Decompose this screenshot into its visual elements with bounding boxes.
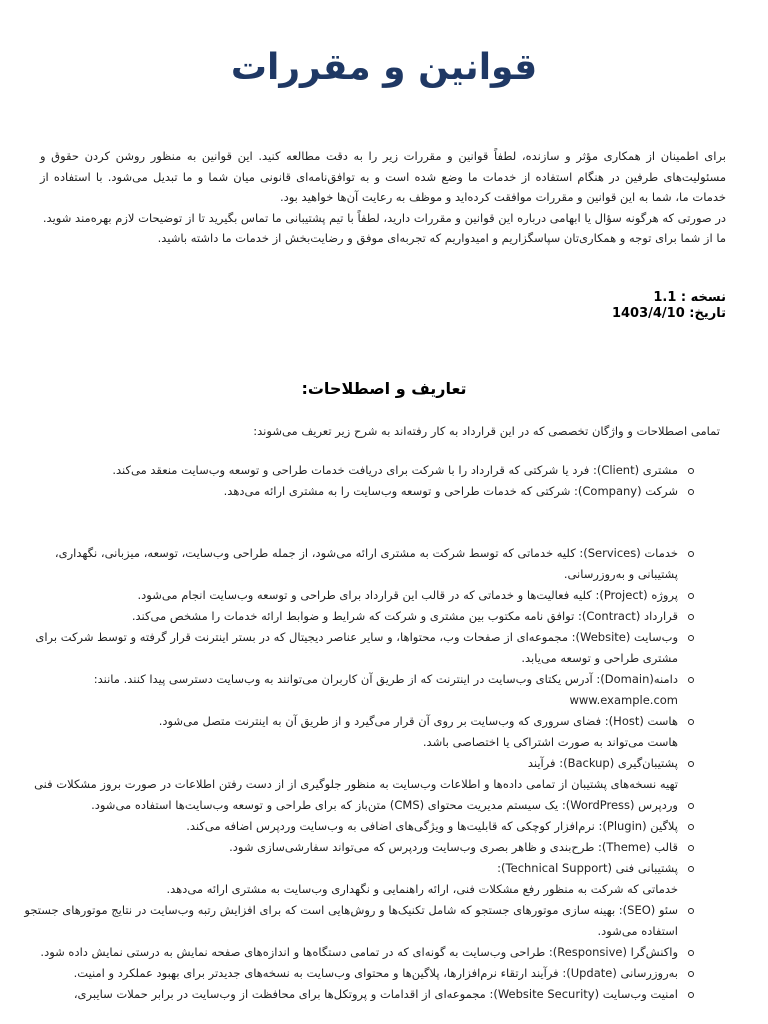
circle-bullet-icon xyxy=(688,824,694,830)
section-title: تعاریف و اصطلاحات: xyxy=(301,379,467,398)
list-item xyxy=(18,753,678,795)
list-item xyxy=(18,460,678,481)
circle-bullet-icon xyxy=(688,845,694,851)
list-item xyxy=(18,585,678,606)
list-item-text: وردپرس (WordPress): یک سیستم مدیریت محتوای (CMS) متن‌باز که برای طراحی و توسعه وب‌سایت‌ها استفاده می‌شود. xyxy=(91,798,678,812)
list-item-text: قرارداد (Contract): توافق نامه مکتوب بین مشتری و شرکت که شرایط و ضوابط ارائه خدمات را مشخص می‌کند. xyxy=(131,609,678,623)
definitions-list xyxy=(18,543,678,1005)
list-item-subtext: هاست می‌تواند به صورت اشتراکی یا اختصاصی باشد. xyxy=(422,735,678,749)
list-item xyxy=(18,858,678,900)
list-item xyxy=(18,984,678,1005)
circle-bullet-icon xyxy=(688,866,694,872)
circle-bullet-icon xyxy=(688,719,694,725)
circle-bullet-icon xyxy=(688,908,694,914)
list-item xyxy=(18,606,678,627)
circle-bullet-icon xyxy=(688,551,694,557)
intro-paragraph: برای اطمینان از همکاری مؤثر و سازنده، لطفاً قوانین و مقررات زیر را به دقت مطالعه کنید. این قوانین به منظور روشن کردن حقوق و مسئولیت‌های طرفین در هنگام استفاده از خدمات ما وضع شده است و به توافق‌نامه‌ای قانونی میان شما و ما تبدیل می‌شود. با استفاده از خدمات ما، شما به این قوانین و مقررات موافقت کرده‌اید و موظف به رعایت آن‌ها خواهید بود. xyxy=(40,149,726,204)
version-label: نسخه : 1.1 xyxy=(653,290,726,305)
list-item-text: واکنش‌گرا (Responsive): طراحی وب‌سایت به گونه‌ای که در تمامی دستگاه‌ها و اندازه‌های صفحه نمایش به درستی نمایش داده شود. xyxy=(40,945,678,959)
circle-bullet-icon xyxy=(688,803,694,809)
circle-bullet-icon xyxy=(688,489,694,495)
intro-paragraphs xyxy=(40,146,726,249)
list-item-text: پشتیبان‌گیری (Backup): فرآیند xyxy=(527,756,678,770)
circle-bullet-icon xyxy=(688,971,694,977)
list-item-subtext: خدماتی که شرکت به منظور رفع مشکلات فنی، ارائه راهنمایی و نگهداری وب‌سایت به مشتری ارائه می‌دهد. xyxy=(166,882,678,896)
list-item-text: خدمات (Services): کلیه خدماتی که توسط شرکت به مشتری ارائه می‌شود، از جمله طراحی وب‌سایت، توسعه، میزبانی، نگهداری، پشتیبانی و به‌روزرسانی. xyxy=(54,546,678,581)
intro-paragraph: در صورتی که هرگونه سؤال یا ابهامی درباره این قوانین و مقررات دارید، لطفاً با تیم پشتیبانی ما تماس بگیرید تا از توضیحات لازم بهره‌مند شوید. xyxy=(42,210,726,225)
circle-bullet-icon xyxy=(688,593,694,599)
list-item-text: مشتری (Client): فرد یا شرکتی که قرارداد را با شرکت برای دریافت خدمات طراحی و توسعه وب‌سایت منعقد می‌کند. xyxy=(112,463,678,477)
list-item xyxy=(18,816,678,837)
list-item-text: به‌روزرسانی (Update): فرآیند ارتقاء نرم‌افزارها، پلاگین‌ها و محتوای وب‌سایت به نسخه‌های جدیدتر برای بهبود عملکرد و امنیت. xyxy=(73,966,678,980)
page-title: قوانین و مقررات xyxy=(230,47,538,88)
list-item-text: قالب (Theme): طرح‌بندی و ظاهر بصری وب‌سایت وردپرس که می‌تواند سفارشی‌سازی شود. xyxy=(229,840,678,854)
list-item xyxy=(18,900,678,942)
circle-bullet-icon xyxy=(688,992,694,998)
list-item xyxy=(18,837,678,858)
list-item xyxy=(18,627,678,669)
list-item xyxy=(18,669,678,711)
circle-bullet-icon xyxy=(688,950,694,956)
list-item-text: وب‌سایت (Website): مجموعه‌ای از صفحات وب، محتواها، و سایر عناصر دیجیتال که در بستر اینترنت قرار گرفته و توسط شرکت برای مشتری طراحی و توسعه می‌یابد. xyxy=(35,630,678,665)
list-item xyxy=(18,963,678,984)
circle-bullet-icon xyxy=(688,468,694,474)
list-item-text: پروژه (Project): کلیه فعالیت‌ها و خدماتی که در قالب این قرارداد برای طراحی و توسعه وب‌سایت انجام می‌شود. xyxy=(137,588,678,602)
list-item xyxy=(18,795,678,816)
date-label: تاریخ: 1403/4/10 xyxy=(611,306,726,321)
list-item xyxy=(18,481,678,502)
list-item-text: امنیت وب‌سایت (Website Security): مجموعه‌ای از اقدامات و پروتکل‌ها برای محافظت از وب‌سایت در برابر حملات سایبری، xyxy=(73,987,678,1001)
list-item-text: پلاگین (Plugin): نرم‌افزار کوچکی که قابلیت‌ها و ویژگی‌های اضافی به وب‌سایت وردپرس اضافه می‌کند. xyxy=(186,819,678,833)
list-item-subtext: تهیه نسخه‌های پشتیبان از تمامی داده‌ها و اطلاعات وب‌سایت به منظور جلوگیری از از دست رفتن اطلاعات در صورت بروز مشکلات فنی xyxy=(34,777,678,791)
list-item-text: هاست (Host): فضای سروری که وب‌سایت بر روی آن قرار می‌گیرد و از طریق آن به اینترنت متصل می‌شود. xyxy=(158,714,678,728)
list-item xyxy=(18,543,678,585)
definitions-list xyxy=(18,460,678,502)
list-item-text: شرکت (Company): شرکتی که خدمات طراحی و توسعه وب‌سایت را به مشتری ارائه می‌دهد. xyxy=(223,484,678,498)
circle-bullet-icon xyxy=(688,614,694,620)
section-intro: تمامی اصطلاحات و واژگان تخصصی که در این قرارداد به کار رفته‌اند به شرح زیر تعریف می‌شوند: xyxy=(253,424,720,438)
list-item xyxy=(18,711,678,753)
document-meta xyxy=(612,290,726,322)
circle-bullet-icon xyxy=(688,635,694,641)
list-item xyxy=(18,942,678,963)
list-item-text: دامنه(Domain): آدرس یکتای وب‌سایت در اینترنت که از طریق آن کاربران می‌توانند به وب‌سایت دسترسی پیدا کنند. مانند: www.example.com xyxy=(93,672,678,707)
list-item-text: سئو (SEO): بهینه سازی موتورهای جستجو که شامل تکنیک‌ها و روش‌هایی است که برای افزایش رتبه وب‌سایت در نتایج موتورهای جستجو استفاده می‌شود. xyxy=(24,903,678,938)
intro-paragraph: ما از شما برای توجه و همکاری‌تان سپاسگزاریم و امیدواریم که تجربه‌ای موفق و رضایت‌بخش از خدمات ما داشته باشید. xyxy=(157,231,726,245)
circle-bullet-icon xyxy=(688,677,694,683)
list-item-text: پشتیبانی فنی (Technical Support): xyxy=(497,861,678,875)
circle-bullet-icon xyxy=(688,761,694,767)
